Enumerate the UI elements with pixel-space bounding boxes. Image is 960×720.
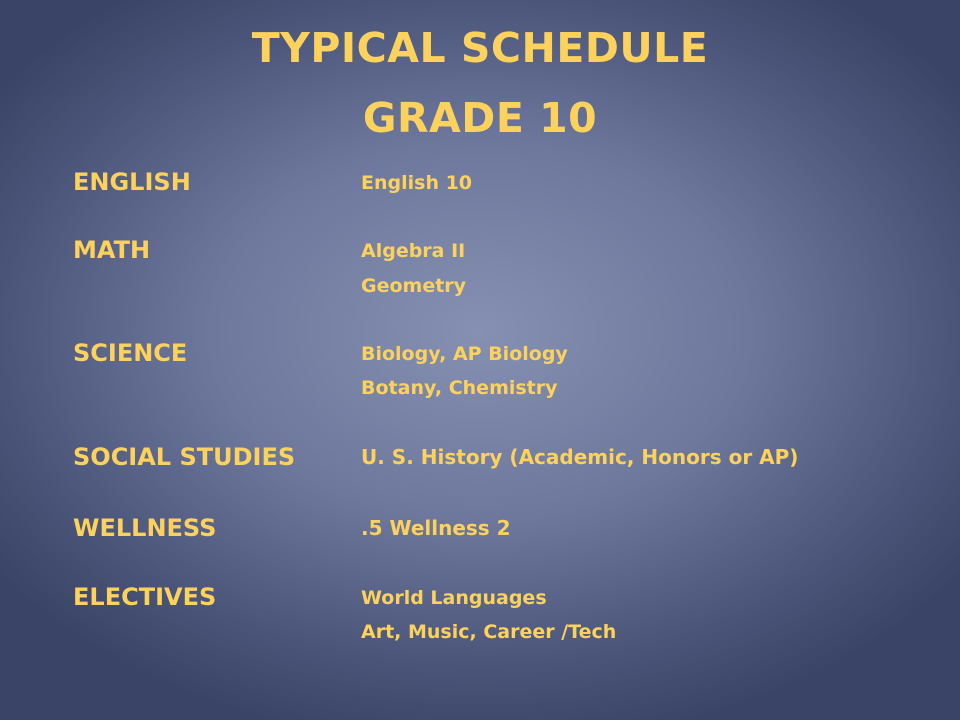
subject-label: ENGLISH bbox=[73, 168, 191, 196]
subject-label: WELLNESS bbox=[73, 514, 217, 542]
schedule-row-science-continued bbox=[73, 369, 933, 403]
subject-label: SCIENCE bbox=[73, 339, 188, 367]
slide-subtitle: GRADE 10 bbox=[362, 94, 598, 142]
schedule-row-math-continued bbox=[73, 267, 933, 301]
schedule-row-electives bbox=[73, 579, 933, 613]
course-value: English 10 bbox=[361, 172, 473, 194]
subject-label: SOCIAL STUDIES bbox=[73, 443, 296, 471]
course-value: Algebra II bbox=[361, 240, 466, 262]
schedule-row-electives-continued bbox=[73, 613, 933, 647]
course-value: Geometry bbox=[361, 275, 467, 297]
course-value: Botany, Chemistry bbox=[361, 377, 558, 399]
schedule-row-wellness bbox=[73, 510, 933, 544]
course-value: .5 Wellness 2 bbox=[361, 516, 511, 540]
slide-title: TYPICAL SCHEDULE bbox=[251, 24, 709, 72]
course-value: Biology, AP Biology bbox=[361, 343, 568, 365]
schedule-row-english bbox=[73, 164, 933, 198]
schedule-row-social-studies bbox=[73, 439, 933, 473]
course-value: U. S. History (Academic, Honors or AP) bbox=[361, 445, 799, 469]
subject-label: MATH bbox=[73, 236, 151, 264]
schedule-row-math bbox=[73, 232, 933, 266]
subject-label: ELECTIVES bbox=[73, 583, 217, 611]
course-value: Art, Music, Career /Tech bbox=[361, 621, 617, 643]
schedule-row-science bbox=[73, 335, 933, 369]
course-value: World Languages bbox=[361, 587, 547, 609]
